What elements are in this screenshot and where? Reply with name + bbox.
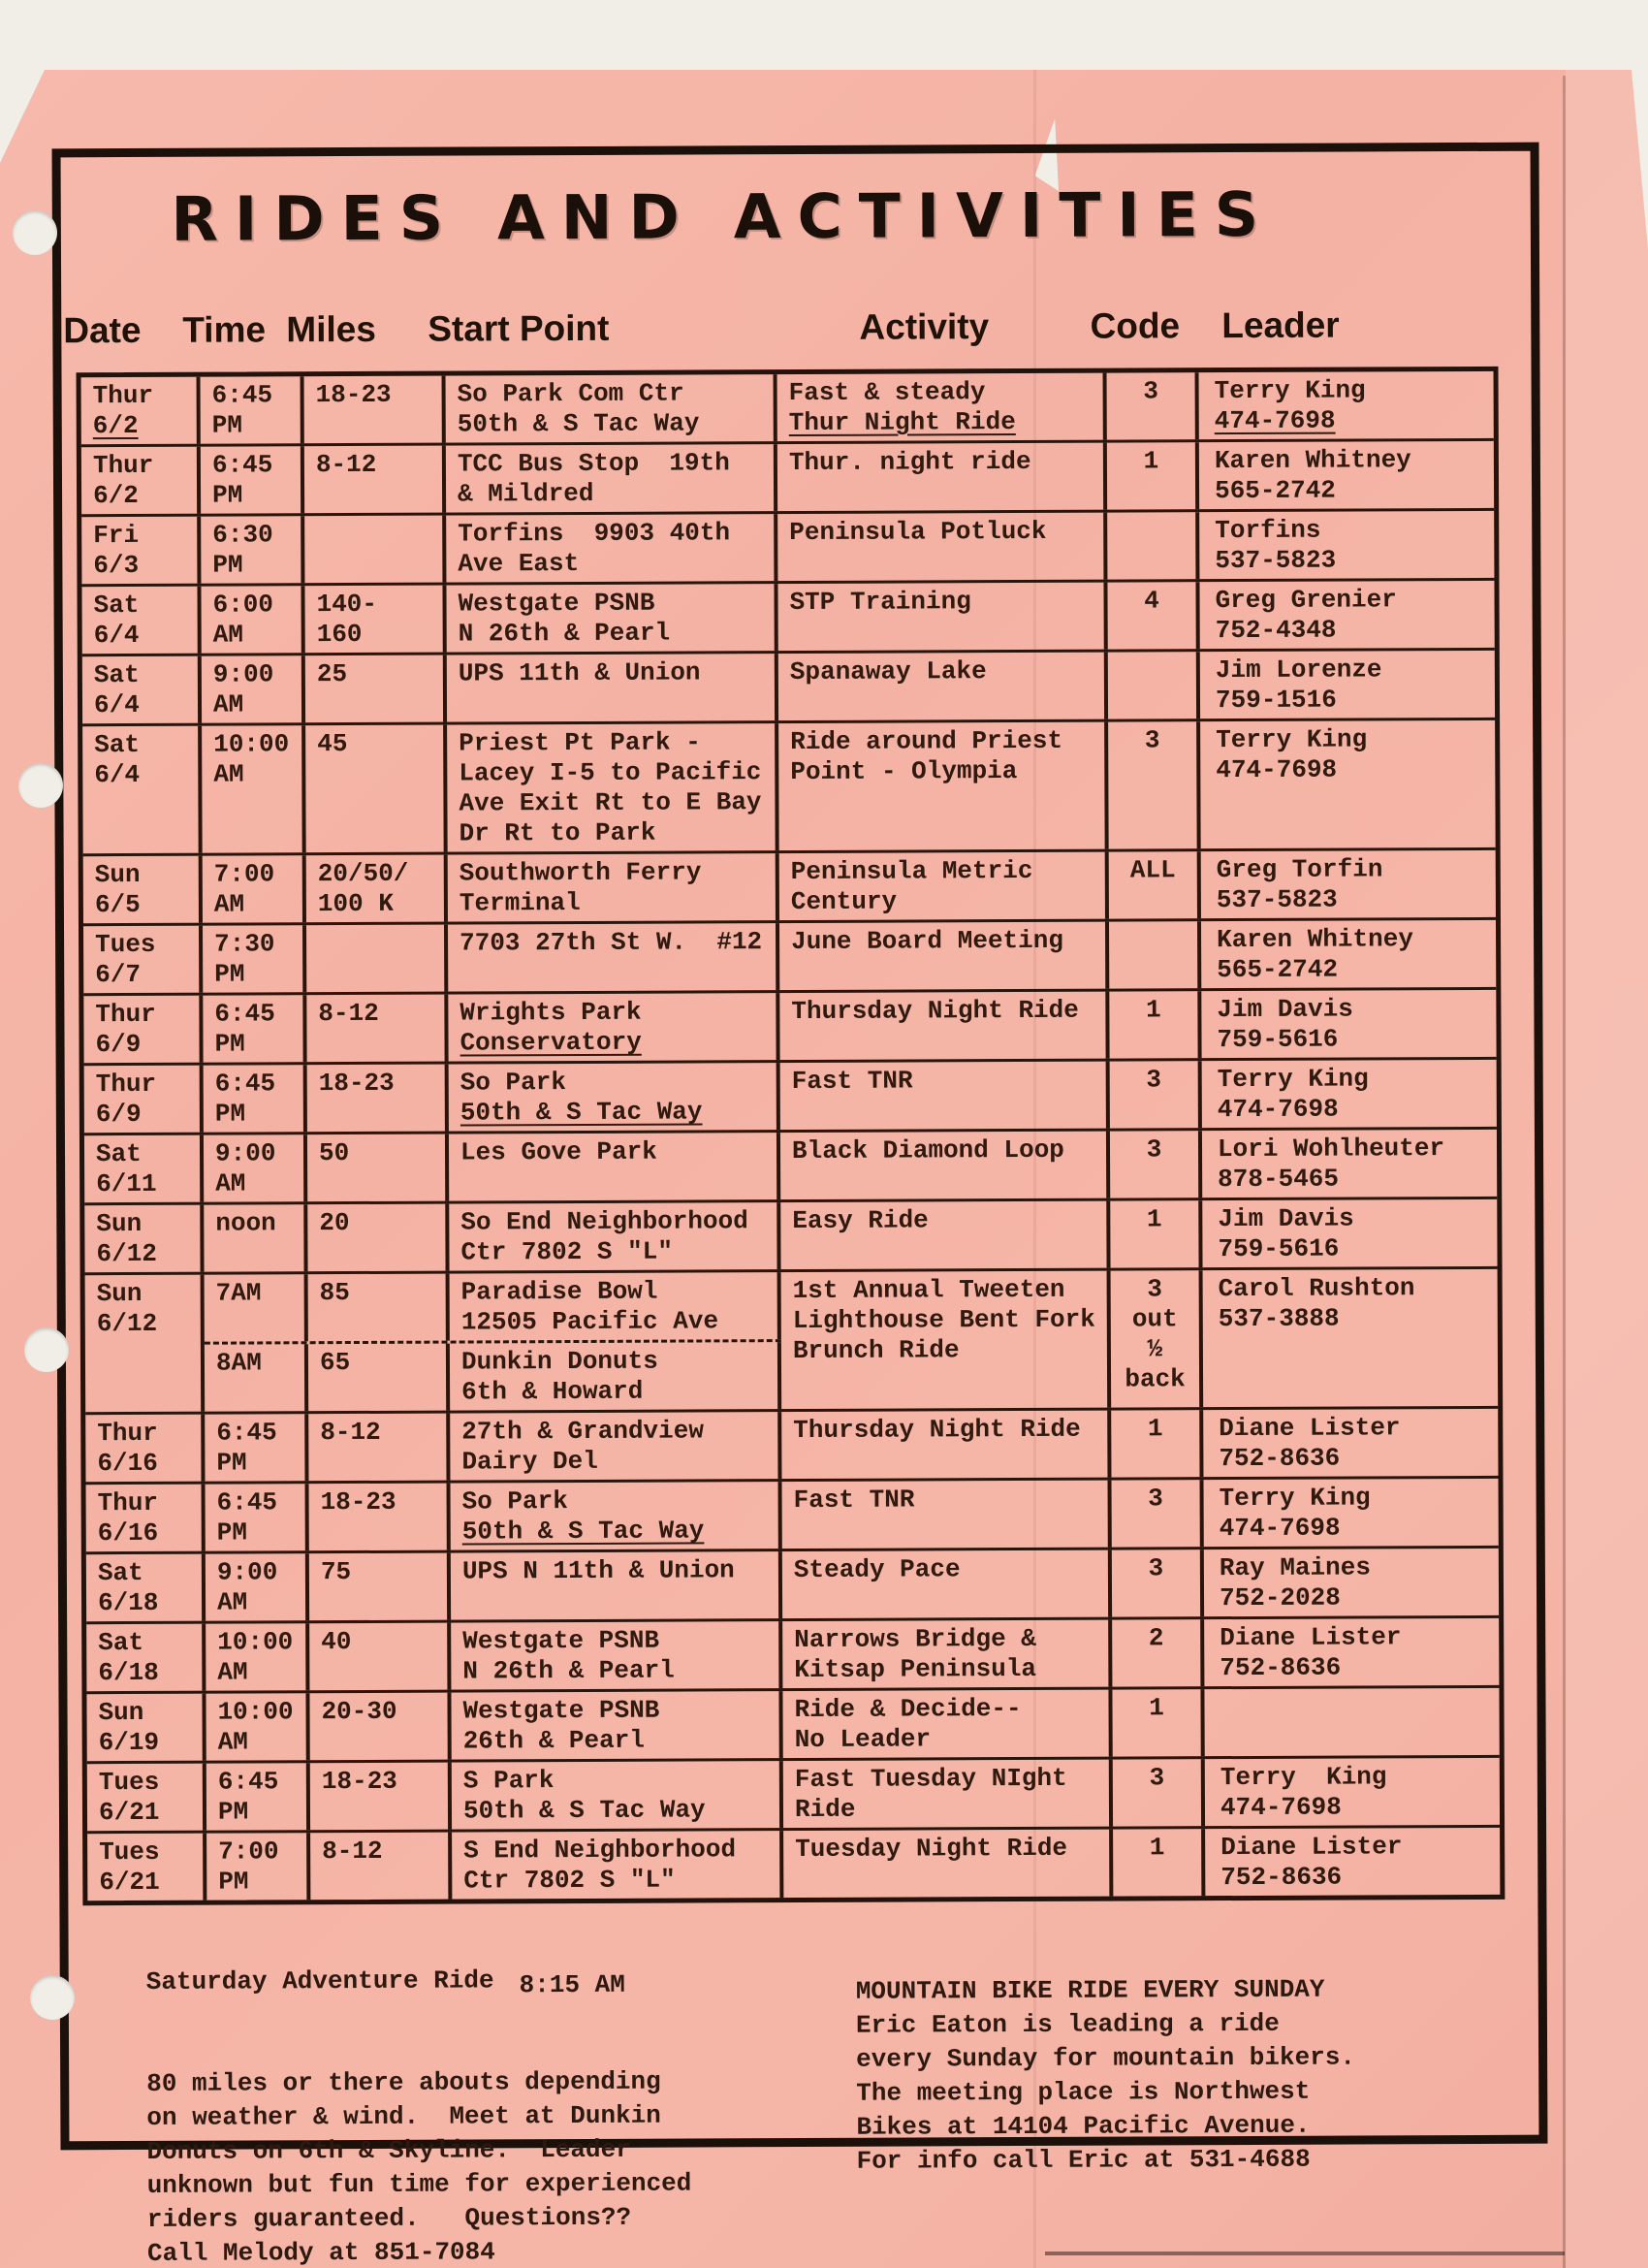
cell-miles: 8-12 (306, 995, 448, 1063)
cell-start: 27th & Grandview Dairy Del (450, 1412, 781, 1480)
hole-punch (18, 763, 63, 808)
notes-line: Call Melody at 851-7084 (146, 2237, 495, 2268)
cell-activity: Narrows Bridge & Kitsap Peninsula (782, 1620, 1112, 1688)
cell-date: Fri 6/3 (81, 517, 201, 585)
hole-punch (24, 1327, 69, 1372)
cell-miles (304, 516, 446, 584)
cell-time: 10:00 AM (202, 725, 306, 852)
cell-code: 3 (1108, 721, 1201, 848)
column-headers (63, 304, 1485, 351)
cell-activity: 1st Annual Tweeten Lighthouse Bent Fork Brunch Ride (781, 1271, 1112, 1409)
cell-activity: Ride around Priest Point - Olympia (778, 722, 1109, 850)
notes-line: unknown but fun time for experienced (146, 2168, 692, 2200)
cell-activity: Peninsula Metric Century (779, 852, 1109, 920)
cell-start: Wrights Park Conservatory (448, 993, 779, 1061)
cell-miles: 40 (309, 1623, 451, 1691)
cell-activity: STP Training (777, 583, 1107, 651)
hole-punch (30, 1975, 75, 2020)
cell-start: TCC Bus Stop 19th & Mildred (446, 444, 777, 512)
cell-code (1107, 512, 1199, 579)
cell-leader: Greg Grenier 752-4348 (1215, 585, 1397, 646)
cell-start: Priest Pt Park - Lacey I-5 to Pacific Ave Exit Rt to E Bay Dr Rt to Park (447, 723, 779, 851)
notes-line: Donuts on 6th & Skyline. Leader (146, 2134, 631, 2166)
cell-time: 10:00 AM (206, 1693, 309, 1760)
cell-date: Thur 6/9 (84, 1066, 204, 1134)
cell-activity: June Board Meeting (779, 922, 1109, 990)
cell-date: Sat 6/4 (81, 587, 201, 655)
cell-code: 3 (1113, 1759, 1205, 1826)
cell-leader: Terry King 474-7698 (1214, 375, 1366, 436)
cell-activity: Fast TNR (782, 1481, 1112, 1549)
cell-leader: Jim Davis 759-5616 (1218, 1203, 1354, 1264)
cell-time: 7:00 AM (203, 855, 306, 922)
cell-leader: Terry King 474-7698 (1217, 1064, 1369, 1125)
notes-line: every Sunday for mountain bikers. (856, 2042, 1356, 2074)
cell-code: ALL (1109, 851, 1201, 918)
notes-line: MOUNTAIN BIKE RIDE EVERY SUNDAY (855, 1974, 1325, 2006)
cell-code (1108, 652, 1200, 719)
cell-miles: 25 (305, 655, 447, 723)
cell-activity: Fast TNR (780, 1062, 1110, 1130)
cell-activity: Peninsula Potluck (777, 513, 1107, 581)
cell-miles: 85 (308, 1274, 450, 1342)
cell-code: 1 (1112, 1689, 1204, 1756)
cell-time: 6:45 PM (206, 1484, 309, 1550)
cell-time: 10:00 AM (206, 1623, 309, 1690)
cell-code: 3 (1110, 1131, 1202, 1198)
cell-activity: Thur. night ride (777, 443, 1107, 511)
column-header-miles: Miles (286, 308, 376, 350)
cell-code: 1 (1107, 442, 1199, 509)
table-row (86, 1549, 1499, 1624)
cell-code (1109, 921, 1201, 988)
cell-start: Dunkin Donuts 6th & Howard (450, 1342, 781, 1410)
cell-time: 7AM (205, 1274, 308, 1341)
cell-start: So Park Com Ctr 50th & S Tac Way (446, 374, 777, 442)
cell-start: Paradise Bowl 12505 Pacific Ave (450, 1272, 781, 1340)
cell-miles: 140- 160 (304, 586, 446, 654)
table-row (85, 1269, 1499, 1415)
cell-start: So End Neighborhood Ctr 7802 S "L" (449, 1202, 780, 1270)
split-subrow (205, 1342, 781, 1412)
cell-date: Sun 6/19 (86, 1694, 206, 1762)
cell-leader: Diane Lister 752-8636 (1220, 1832, 1403, 1893)
cell-start: S End Neighborhood Ctr 7802 S "L" (452, 1831, 783, 1899)
cell-time: 9:00 AM (202, 655, 305, 722)
table-row (86, 1688, 1499, 1764)
cell-date: Sun 6/12 (84, 1205, 204, 1273)
cell-code: 4 (1107, 582, 1199, 649)
notes-line: Eric Eaton is leading a ride (855, 2008, 1280, 2040)
cell-time: 6:45 PM (203, 995, 306, 1062)
cell-miles: 18-23 (310, 1763, 452, 1831)
column-header-code: Code (1090, 305, 1181, 346)
table-row (81, 371, 1494, 447)
cell-time: 6:45 PM (204, 1065, 307, 1132)
table-row (87, 1758, 1500, 1834)
cell-date: Thur 6/2 (81, 447, 201, 515)
cell-code: 1 (1111, 1410, 1203, 1477)
table-row (84, 1199, 1497, 1275)
cell-miles: 75 (309, 1553, 451, 1621)
cell-time: 9:00 AM (206, 1553, 309, 1620)
cell-start: Westgate PSNB N 26th & Pearl (446, 584, 777, 652)
column-header-date: Date (63, 309, 142, 351)
cell-code: 1 (1113, 1829, 1205, 1896)
cell-miles: 18-23 (304, 376, 446, 444)
column-header-activity: Activity (859, 306, 990, 347)
cell-date: Sat 6/18 (86, 1624, 206, 1692)
cell-date: Tues 6/7 (83, 926, 203, 994)
cell-date: Tues 6/21 (87, 1764, 206, 1832)
page-title: RIDES AND ACTIVITIES (171, 178, 1276, 255)
cell-start: Westgate PSNB 26th & Pearl (451, 1691, 782, 1759)
cell-leader: Greg Torfin 537-5823 (1216, 854, 1383, 915)
cell-time: 7:30 PM (203, 925, 306, 992)
cell-date: Sun 6/5 (83, 856, 203, 924)
notes-line: For info call Eric at 531-4688 (856, 2144, 1311, 2176)
cell-time: 8AM (205, 1344, 308, 1411)
cell-date: Sat 6/11 (84, 1135, 204, 1203)
border-frame (52, 143, 1548, 2268)
cell-leader: Torfins 537-5823 (1215, 515, 1337, 576)
cell-activity: Steady Pace (782, 1550, 1112, 1618)
cell-date: Tues 6/21 (87, 1834, 206, 1901)
underlying-sheet (1566, 70, 1648, 2268)
table-row (86, 1618, 1499, 1694)
table-row (85, 1409, 1498, 1485)
cell-leader: Terry King 474-7698 (1219, 1483, 1371, 1544)
cell-time: 6:00 AM (201, 586, 304, 653)
cell-start: S Park 50th & S Tac Way (452, 1761, 783, 1829)
column-header-leader: Leader (1221, 304, 1340, 346)
cell-leader: Terry King 474-7698 (1216, 724, 1368, 785)
notes-mountain-lines (856, 1972, 1400, 2178)
cell-time: 7:00 PM (206, 1833, 310, 1900)
cell-date: Thur 6/9 (83, 996, 203, 1064)
cell-code: 3 (1112, 1480, 1204, 1547)
cell-start: So Park 50th & S Tac Way (451, 1482, 782, 1549)
split-subrow (205, 1272, 781, 1345)
cell-code: 3 out ½ back (1111, 1270, 1204, 1407)
notes-heading-line (146, 1963, 747, 1999)
cell-time: 6:45 PM (201, 376, 304, 443)
notes-mountain-bike (855, 1904, 1400, 2246)
cell-start: So Park 50th & S Tac Way (449, 1063, 780, 1131)
table-row (82, 720, 1496, 856)
cell-activity: Ride & Decide-- No Leader (782, 1690, 1112, 1758)
cell-miles: 8-12 (310, 1833, 452, 1901)
cell-leader: Ray Maines 752-2028 (1219, 1552, 1371, 1613)
cell-start: UPS N 11th & Union (451, 1551, 782, 1619)
cell-miles: 50 (307, 1134, 449, 1202)
table-row (84, 1060, 1497, 1135)
cell-leader: Karen Whitney 565-2742 (1214, 445, 1411, 506)
cell-time: 9:00 AM (204, 1134, 307, 1201)
cell-date: Sat 6/18 (86, 1554, 206, 1622)
cell-date: Thur 6/16 (86, 1485, 206, 1552)
cell-leader: Terry King 474-7698 (1220, 1762, 1387, 1823)
cell-miles: 8-12 (308, 1414, 450, 1482)
notes-line: on weather & wind. Meet at Dunkin (146, 2100, 661, 2132)
cell-miles: 45 (305, 725, 448, 853)
cell-leader (1204, 1688, 1499, 1756)
cell-start: Southworth Ferry Terminal (448, 853, 779, 921)
underlying-sheet-bottom-edge (1045, 2252, 1565, 2255)
notes-line: The meeting place is Northwest (856, 2076, 1311, 2108)
table-row (83, 990, 1496, 1066)
notes-saturday-lines (146, 2064, 748, 2268)
table-row (83, 920, 1496, 996)
table-row (81, 581, 1494, 656)
cell-leader: Jim Lorenze 759-1516 (1215, 655, 1382, 716)
table-row (81, 511, 1494, 587)
cell-activity: Tuesday Night Ride (783, 1830, 1113, 1898)
cell-start: Westgate PSNB N 26th & Pearl (451, 1621, 782, 1689)
cell-miles: 20 (307, 1204, 449, 1272)
cell-date: Sun 6/12 (85, 1275, 206, 1413)
cell-date: Thur 6/16 (85, 1415, 205, 1483)
cell-time: 6:45 PM (201, 446, 304, 513)
underlying-sheet-edge (1563, 76, 1566, 2268)
cell-code: 3 (1107, 372, 1199, 439)
ride-table (77, 367, 1505, 1905)
cell-time: noon (204, 1204, 307, 1271)
cell-date: Thur 6/2 (81, 377, 201, 445)
cell-miles (306, 925, 448, 993)
cell-leader: Lori Wohlheuter 878-5465 (1217, 1134, 1445, 1195)
cell-time: 6:45 PM (205, 1414, 308, 1481)
notes-line: riders guaranteed. Questions?? (146, 2202, 632, 2234)
cell-time: 6:45 PM (206, 1763, 310, 1830)
cell-time: 6:30 PM (201, 516, 304, 583)
cell-activity: Fast & steady Thur Night Ride (777, 373, 1107, 441)
cell-activity: Fast Tuesday NIght Ride (783, 1760, 1113, 1828)
table-row (86, 1479, 1499, 1554)
cell-date: Sat 6/4 (82, 726, 203, 854)
notes-line: Bikes at 14104 Pacific Avenue. (856, 2110, 1311, 2142)
cell-code: 3 (1112, 1549, 1204, 1616)
table-row (83, 850, 1496, 926)
cell-code: 1 (1109, 991, 1201, 1058)
cell-code: 3 (1110, 1061, 1202, 1128)
cell-leader: Carol Rushton 537-3888 (1218, 1273, 1415, 1334)
hole-punch (13, 210, 57, 255)
cell-activity: Thursday Night Ride (779, 992, 1109, 1060)
cell-leader: Karen Whitney 565-2742 (1217, 924, 1413, 985)
cell-activity: Black Diamond Loop (780, 1132, 1110, 1199)
cell-start: Torfins 9903 40th Ave East (446, 514, 777, 582)
cell-leader: Diane Lister 752-8636 (1220, 1622, 1402, 1683)
notes-saturday-adventure (145, 1895, 748, 2268)
column-header-time: Time (182, 309, 267, 350)
cell-miles: 65 (308, 1344, 450, 1412)
table-row (82, 651, 1495, 726)
split-start-sections (205, 1272, 782, 1412)
cell-start: Les Gove Park (449, 1133, 780, 1200)
cell-miles: 18-23 (309, 1484, 451, 1551)
cell-code: 1 (1110, 1200, 1202, 1267)
cell-activity: Thursday Night Ride (781, 1411, 1111, 1479)
notes-heading-time: 8:15 AM (519, 1969, 625, 2000)
cell-leader: Diane Lister 752-8636 (1219, 1413, 1401, 1474)
cell-leader: Jim Davis 759-5616 (1217, 994, 1353, 1055)
table-row (84, 1130, 1497, 1205)
cell-miles: 20/50/ 100 K (306, 855, 448, 923)
cell-code: 2 (1112, 1619, 1204, 1686)
column-header-start: Start Point (428, 307, 610, 349)
cell-miles: 20-30 (309, 1693, 451, 1761)
cell-start: 7703 27th St W. #12 (448, 923, 779, 991)
notes-heading: Saturday Adventure Ride (145, 1965, 494, 1996)
cell-start: UPS 11th & Union (447, 654, 778, 721)
cell-miles: 8-12 (304, 446, 446, 514)
cell-activity: Spanaway Lake (778, 653, 1108, 720)
table-row (87, 1828, 1500, 1901)
notes-line: 80 miles or there abouts depending (146, 2066, 661, 2098)
cell-miles: 18-23 (307, 1065, 449, 1133)
table-row (81, 441, 1494, 517)
cell-date: Sat 6/4 (82, 656, 202, 724)
cell-activity: Easy Ride (780, 1201, 1110, 1269)
